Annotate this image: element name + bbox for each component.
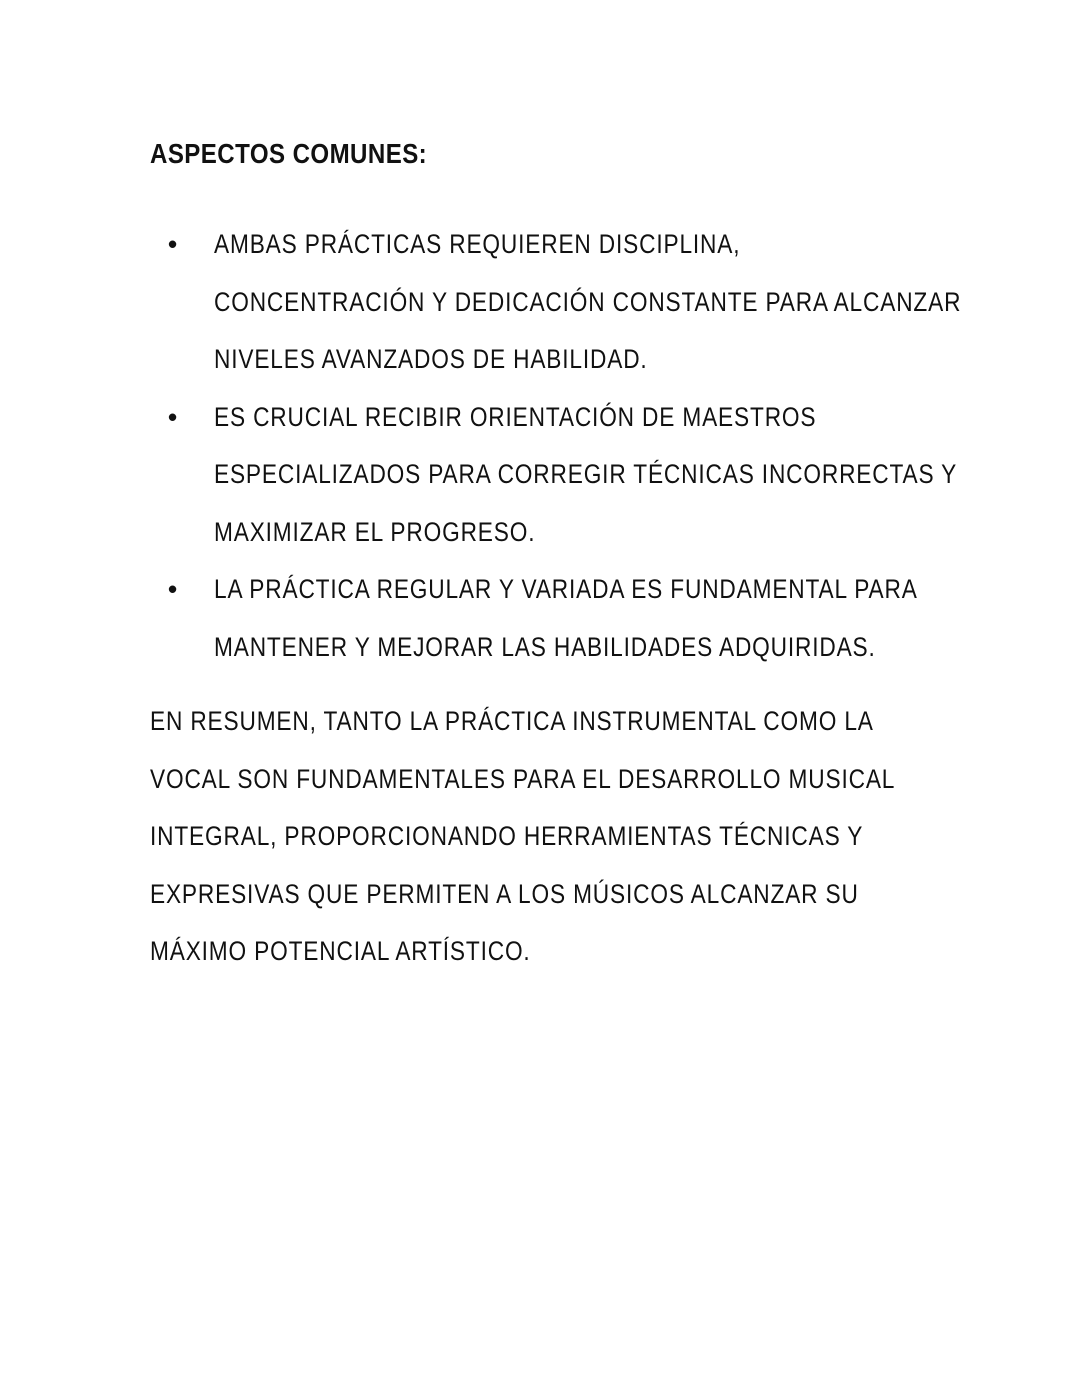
summary-paragraph — [150, 693, 1000, 981]
list-item-line: CONCENTRACIÓN Y DEDICACIÓN CONSTANTE PARA ALCANZAR — [214, 286, 962, 317]
summary-line: MÁXIMO POTENCIAL ARTÍSTICO. — [150, 936, 531, 966]
summary-line: EN RESUMEN, TANTO LA PRÁCTICA INSTRUMENTAL COMO LA — [150, 706, 874, 736]
summary-line: VOCAL SON FUNDAMENTALES PARA EL DESARROLLO MUSICAL — [150, 763, 896, 794]
bullet-dot-icon: • — [168, 229, 178, 259]
section-heading: ASPECTOS COMUNES: — [150, 138, 428, 169]
summary-line: INTEGRAL, PROPORCIONANDO HERRAMIENTAS TÉCNICAS Y — [150, 821, 864, 851]
list-item-line: ESPECIALIZADOS PARA CORREGIR TÉCNICAS INCORRECTAS Y — [214, 459, 958, 489]
list-item-line: NIVELES AVANZADOS DE HABILIDAD. — [214, 344, 648, 374]
list-item — [150, 389, 958, 562]
list-item — [150, 561, 950, 676]
list-item-line: MANTENER Y MEJORAR LAS HABILIDADES ADQUIRIDAS. — [214, 631, 876, 662]
summary-line: EXPRESIVAS QUE PERMITEN A LOS MÚSICOS ALCANZAR SU — [150, 878, 859, 909]
list-item-line: LA PRÁCTICA REGULAR Y VARIADA ES FUNDAMENTAL PARA — [214, 574, 918, 604]
list-item-line: AMBAS PRÁCTICAS REQUIEREN DISCIPLINA, — [214, 229, 741, 259]
common-aspects-list — [150, 216, 962, 676]
list-item — [150, 216, 962, 389]
bullet-dot-icon: • — [168, 574, 178, 604]
list-item-line: ES CRUCIAL RECIBIR ORIENTACIÓN DE MAESTROS — [214, 401, 817, 432]
list-item-line: MAXIMIZAR EL PROGRESO. — [214, 516, 536, 547]
bullet-dot-icon: • — [168, 401, 178, 432]
